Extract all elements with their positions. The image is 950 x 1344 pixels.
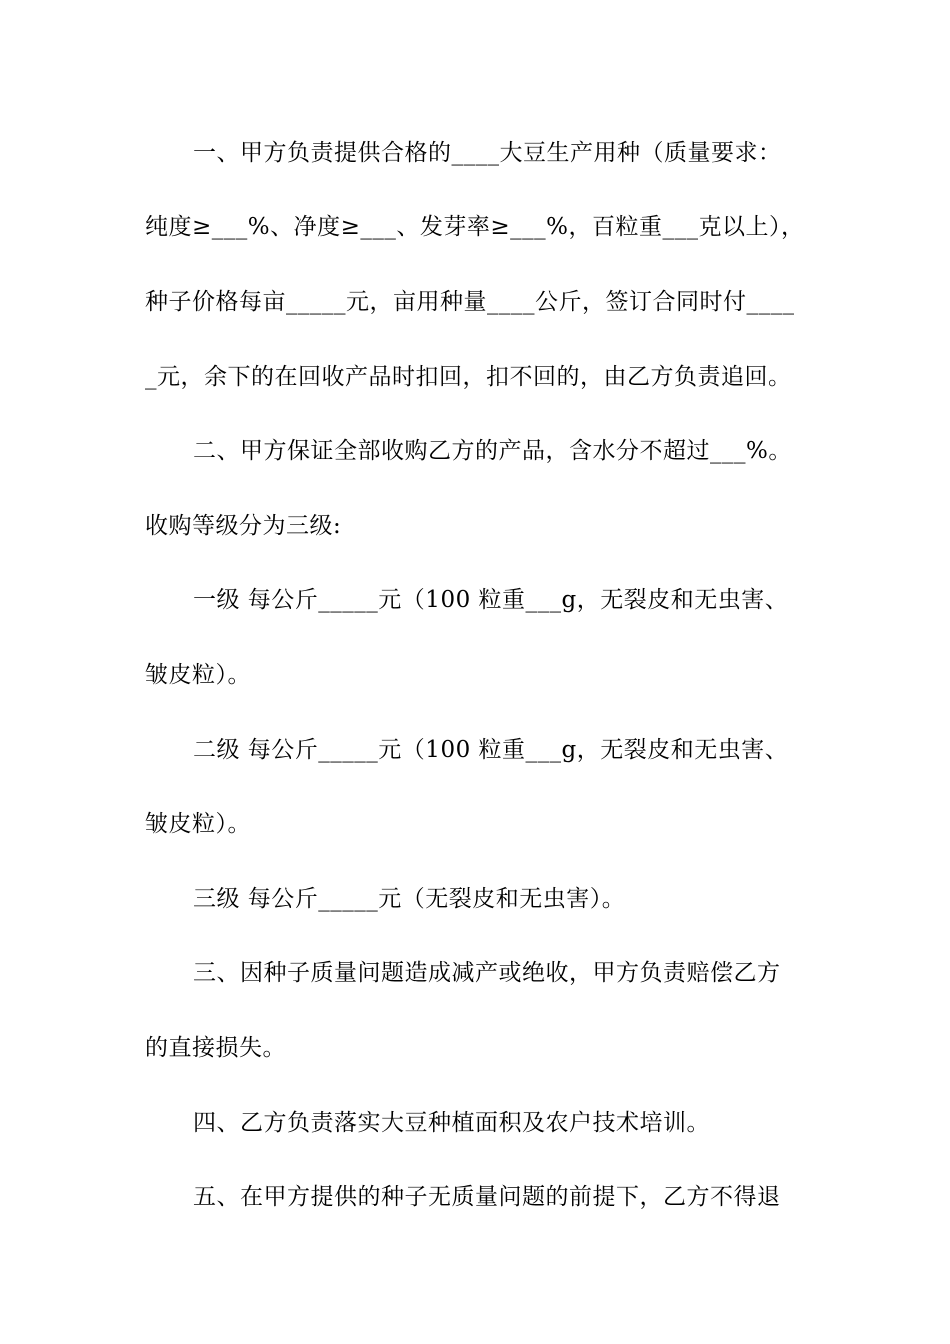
grade-1-line-1: 一级 每公斤_____元（100 粒重___g，无裂皮和无虫害、 [193,587,789,613]
clause-1-line-3: 种子价格每亩_____元，亩用种量____公斤，签订合同时付____ [145,289,795,315]
clause-2-line-2: 收购等级分为三级: [145,513,342,539]
clause-1-line-4: _元，余下的在回收产品时扣回，扣不回的，由乙方负责追回。 [145,364,792,390]
clause-1-line-2: 纯度≥___%、净度≥___、发芽率≥___%，百粒重___克以上）， [145,214,805,240]
grade-3-line: 三级 每公斤_____元（无裂皮和无虫害）。 [193,886,626,912]
grade-1-line-2: 皱皮粒）。 [145,662,251,688]
grade-2-line-1: 二级 每公斤_____元（100 粒重___g，无裂皮和无虫害、 [193,737,789,763]
clause-3-line-1: 三、因种子质量问题造成减产或绝收，甲方负责赔偿乙方 [193,960,781,986]
clause-3-line-2: 的直接损失。 [145,1035,286,1061]
grade-2-line-2: 皱皮粒）。 [145,811,251,837]
clause-5-line-1: 五、在甲方提供的种子无质量问题的前提下，乙方不得退 [193,1184,781,1210]
clause-2-line-1: 二、甲方保证全部收购乙方的产品，含水分不超过___%。 [193,438,792,464]
clause-4-line: 四、乙方负责落实大豆种植面积及农户技术培训。 [193,1110,710,1136]
clause-1-line-1: 一、甲方负责提供合格的____大豆生产用种（质量要求： [193,140,782,166]
